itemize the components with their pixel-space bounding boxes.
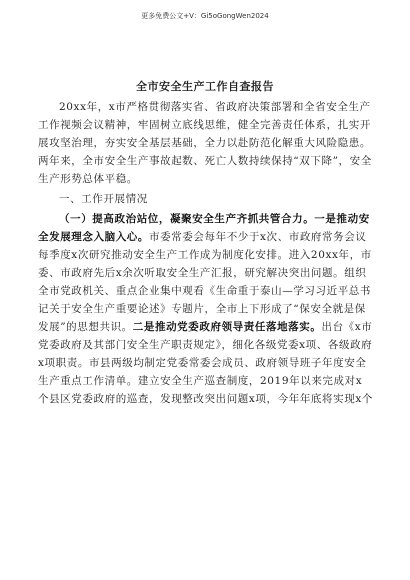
paragraph-text-a: 市委常委会每年不少于x次、市政府常务会议每季度x次研究推动安全生产工作成为制度化安排。进入20xx年，市委、市政府先后x余次听取安全生产汇报，研究解决突出问题。组织全市党政机关、重点企业集中观看《生命重于泰山—学习习近平总书记关于安全生产重要论述》专题片，全市上下形成了“保安全就是保发展”的思想共识。 (38, 231, 372, 333)
section-paragraph (38, 210, 373, 408)
section-heading: 一、工作开展情况 (59, 193, 148, 205)
paragraph-text-b: 出台《x市党委政府及其部门安全生产职责规定》，细化各级党委x项、各级政府x项职责。市县两级均制定党委常委会成员、政府领导班子年度安全生产重点工作清单。建立安全生产巡查制度，2019年以来完成对x个县区党委政府的巡查，发现整改突出问题x项，今年年底将实现x个 (38, 321, 373, 405)
bold-lead-a: （一）提高政治站位，凝聚安全生产齐抓共管合力。一是推动安全发展理念入脑入心。 (38, 213, 370, 243)
document-title: 全市安全生产工作自查报告 (136, 80, 274, 93)
page-header: 更多免费公文+V：Gi5oGongWen2024 (141, 12, 269, 20)
document-body (38, 98, 373, 408)
bold-lead-b: 二是推动党委政府领导责任落地落实。 (132, 321, 322, 333)
intro-paragraph: 20xx年，x市严格贯彻落实省、省政府决策部署和全省安全生产工作视频会议精神，牢固树立底线思维，健全完善责任体系，扎实开展攻坚治理，夯实安全基层基础，全力以赴防范化解重大风险隐患。两年来，全市安全生产事故起数、死亡人数持续保持“双下降”，安全生产形势总体平稳。 (38, 101, 372, 185)
